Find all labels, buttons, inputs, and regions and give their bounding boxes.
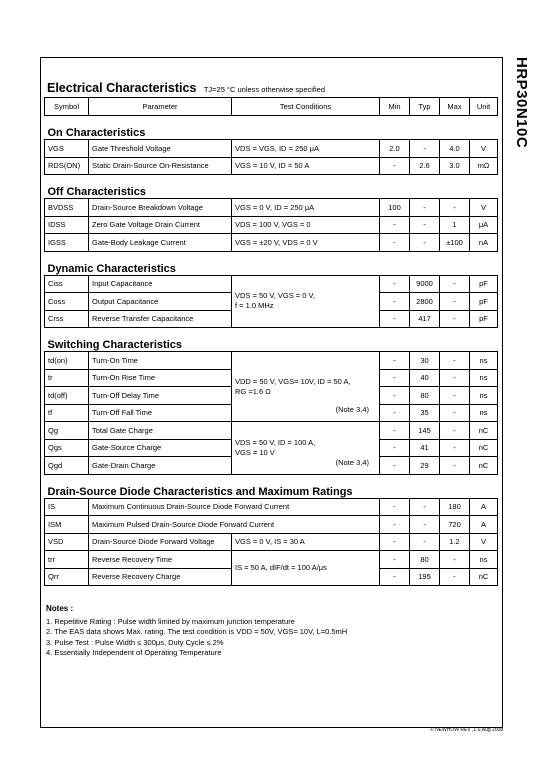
cell-min: - [380,533,410,551]
cell-max: 1.2 [440,533,470,551]
cell-min: - [380,439,410,457]
cell-typ: 9000 [410,275,440,293]
header-parameter: Parameter [89,98,232,116]
header-row [45,98,498,116]
cell-parameter: Reverse Recovery Time [89,551,232,569]
cell-max: - [440,404,470,422]
section-dynamic: Dynamic Characteristics [45,251,498,275]
cell-unit: nC [470,422,498,440]
cell-symbol: Qrr [45,568,89,586]
cell-parameter: Gate Threshold Voltage [89,140,232,158]
cell-typ: 30 [410,352,440,370]
cell-parameter: Turn-Off Delay Time [89,387,232,405]
cell-unit: ns [470,551,498,569]
header-test-conditions: Test Conditions [232,98,380,116]
cell-test-condition: VGS = 0 V, ID = 250 μA [232,199,380,217]
cell-parameter: Turn-On Time [89,352,232,370]
cell-min: 2.0 [380,140,410,158]
header-min: Min [380,98,410,116]
cell-max: 180 [440,498,470,516]
cell-test-condition-merged [232,551,380,586]
cell-min: - [380,352,410,370]
cell-unit: ns [470,369,498,387]
table-row [45,199,498,217]
cell-parameter: Static Drain-Source On-Resistance [89,157,232,175]
cell-symbol: Coss [45,293,89,311]
cell-unit: ns [470,387,498,405]
cell-max: - [440,293,470,311]
header-unit: Unit [470,98,498,116]
table-row [45,498,498,516]
cell-max: - [440,457,470,475]
cell-max: - [440,551,470,569]
table-row [45,140,498,158]
cell-typ: 29 [410,457,440,475]
header-max: Max [440,98,470,116]
electrical-characteristics-table [44,97,498,586]
condition-line: VDS = 50 V, ID = 100 A, [235,437,316,447]
title-condition: TJ=25 °C unless otherwise specified [203,85,326,94]
cell-symbol: ISM [45,516,89,534]
cell-parameter: Zero Gate Voltage Drain Current [89,216,232,234]
notes-block [46,604,347,659]
section-on: On Characteristics [45,116,498,140]
cell-parameter: Total Gate Charge [89,422,232,440]
cell-test-condition-merged [232,352,380,422]
cell-min: - [380,404,410,422]
condition-note: (Note 3,4) [335,457,369,467]
section-off: Off Characteristics [45,175,498,199]
condition-line: VDS = 50 V, VGS = 0 V, [235,291,315,301]
cell-max: 720 [440,516,470,534]
cell-symbol: BVDSS [45,199,89,217]
cell-min: - [380,369,410,387]
cell-symbol: IGSS [45,234,89,252]
cell-min: - [380,498,410,516]
cell-min: - [380,422,410,440]
cell-typ: - [410,199,440,217]
cell-typ: - [410,498,440,516]
table-row [45,533,498,551]
cell-min: - [380,293,410,311]
cell-unit: nC [470,439,498,457]
cell-unit: V [470,533,498,551]
cell-max: - [440,275,470,293]
cell-unit: mΩ [470,157,498,175]
cell-unit: nA [470,234,498,252]
cell-unit: V [470,140,498,158]
cell-unit: V [470,199,498,217]
cell-min: - [380,387,410,405]
cell-parameter: Maximum Pulsed Drain-Source Diode Forward Current [89,516,380,534]
cell-parameter: Gate-Drain Charge [89,457,232,475]
condition-note: (Note 3,4) [335,405,369,414]
cell-max: - [440,352,470,370]
cell-typ: 145 [410,422,440,440]
cell-min: - [380,516,410,534]
table-row [45,275,498,293]
cell-test-condition-merged [232,275,380,328]
table-row [45,516,498,534]
cell-symbol: td(off) [45,387,89,405]
section-diode: Drain-Source Diode Characteristics and Maximum Ratings [45,474,498,498]
cell-parameter: Drain-Source Diode Forward Voltage [89,533,232,551]
cell-unit: A [470,516,498,534]
cell-typ: 41 [410,439,440,457]
cell-typ: - [410,516,440,534]
cell-typ: - [410,234,440,252]
condition-line: f = 1.0 MHz [235,301,274,311]
cell-typ: - [410,533,440,551]
section-switching: Switching Characteristics [45,328,498,352]
table-row [45,352,498,370]
cell-parameter: Reverse Transfer Capacitance [89,310,232,328]
cell-max: - [440,387,470,405]
cell-test-condition: VGS = ±20 V, VDS = 0 V [232,234,380,252]
cell-min: - [380,275,410,293]
cell-symbol: VGS [45,140,89,158]
cell-typ: - [410,216,440,234]
cell-symbol: RDS(ON) [45,157,89,175]
cell-typ: 2.6 [410,157,440,175]
cell-unit: ns [470,404,498,422]
table-row [45,551,498,569]
cell-parameter: Turn-Off Fall Time [89,404,232,422]
cell-symbol: trr [45,551,89,569]
cell-unit: nC [470,568,498,586]
cell-unit: A [470,498,498,516]
note-item: 1. Repetitive Rating : Pulse width limited by maximum junction temperature [46,616,295,626]
cell-max: 4.0 [440,140,470,158]
cell-test-condition: VGS = 10 V, ID = 50 A [232,157,380,175]
note-item: 4. Essentially Independent of Operating Temperature [46,648,222,657]
cell-unit: μA [470,216,498,234]
cell-test-condition: VGS = 0 V, IS = 30 A [232,533,380,551]
cell-symbol: td(on) [45,352,89,370]
table-row [45,422,498,440]
cell-typ: 417 [410,310,440,328]
cell-symbol: Qg [45,422,89,440]
cell-symbol: Qgd [45,457,89,475]
cell-min: - [380,551,410,569]
note-item: 3. Pulse Test : Pulse Width ≤ 300μs, Duty Cycle ≤ 2% [46,637,224,647]
cell-parameter: Turn-On Rise Time [89,369,232,387]
cell-parameter: Reverse Recovery Charge [89,568,232,586]
part-number-label: HRP30N10C [513,57,530,149]
cell-test-condition-merged [232,422,380,475]
cell-max: - [440,439,470,457]
cell-symbol: Qgs [45,439,89,457]
cell-symbol: Ciss [45,275,89,293]
cell-typ: 195 [410,568,440,586]
cell-min: - [380,157,410,175]
cell-typ: 40 [410,369,440,387]
cell-unit: ns [470,352,498,370]
note-item: 2. The EAS data shows Max. rating. The test condition is VDD = 50V, VGS= 10V, L=0.5mH [46,627,348,636]
cell-typ: 2800 [410,293,440,311]
cell-symbol: tr [45,369,89,387]
cell-parameter: Drain-Source Breakdown Voltage [89,199,232,217]
condition-line: VDD = 50 V, VGS= 10V, ID = 50 A, [235,376,351,386]
cell-symbol: VSD [45,533,89,551]
cell-typ: 35 [410,404,440,422]
cell-max: - [440,369,470,387]
cell-test-condition: VDS = VGS, ID = 250 μA [232,140,380,158]
condition-line: VGS = 10 V [235,447,275,457]
cell-typ: 80 [410,387,440,405]
cell-parameter: Gate-Body Leakage Current [89,234,232,252]
table-row [45,216,498,234]
cell-symbol: tf [45,404,89,422]
cell-parameter: Maximum Continuous Drain-Source Diode Forward Current [89,498,380,516]
cell-max: - [440,310,470,328]
cell-parameter: Input Capacitance [89,275,232,293]
condition-line: RG =1.6 Ω [235,386,271,396]
cell-typ: - [410,140,440,158]
cell-symbol: IS [45,498,89,516]
cell-parameter: Gate-Source Charge [89,439,232,457]
table-title [47,79,325,97]
cell-unit: pF [470,310,498,328]
cell-unit: pF [470,275,498,293]
cell-max: 1 [440,216,470,234]
cell-unit: pF [470,293,498,311]
cell-symbol: IDSS [45,216,89,234]
condition-line: IS = 50 A, dIF/dt = 100 A/μs [235,563,327,572]
cell-min: - [380,234,410,252]
cell-min: - [380,310,410,328]
cell-min: - [380,568,410,586]
cell-max: - [440,422,470,440]
header-symbol: Symbol [45,98,89,116]
cell-test-condition: VDS = 100 V, VGS = 0 [232,216,380,234]
cell-parameter: Output Capacitance [89,293,232,311]
cell-min: - [380,457,410,475]
cell-unit: nC [470,457,498,475]
table-row [45,157,498,175]
cell-max: - [440,199,470,217]
notes-heading: Notes : [46,604,74,613]
title-text: Electrical Characteristics [47,81,197,95]
header-typ: Typ [410,98,440,116]
table-row [45,234,498,252]
cell-min: 100 [380,199,410,217]
cell-max: ±100 [440,234,470,252]
cell-max: - [440,568,470,586]
cell-min: - [380,216,410,234]
cell-symbol: Crss [45,310,89,328]
footer-copyright: © NEWHOW REV ,1.0,Aug 2008 [430,727,504,733]
cell-max: 3.0 [440,157,470,175]
cell-typ: 80 [410,551,440,569]
